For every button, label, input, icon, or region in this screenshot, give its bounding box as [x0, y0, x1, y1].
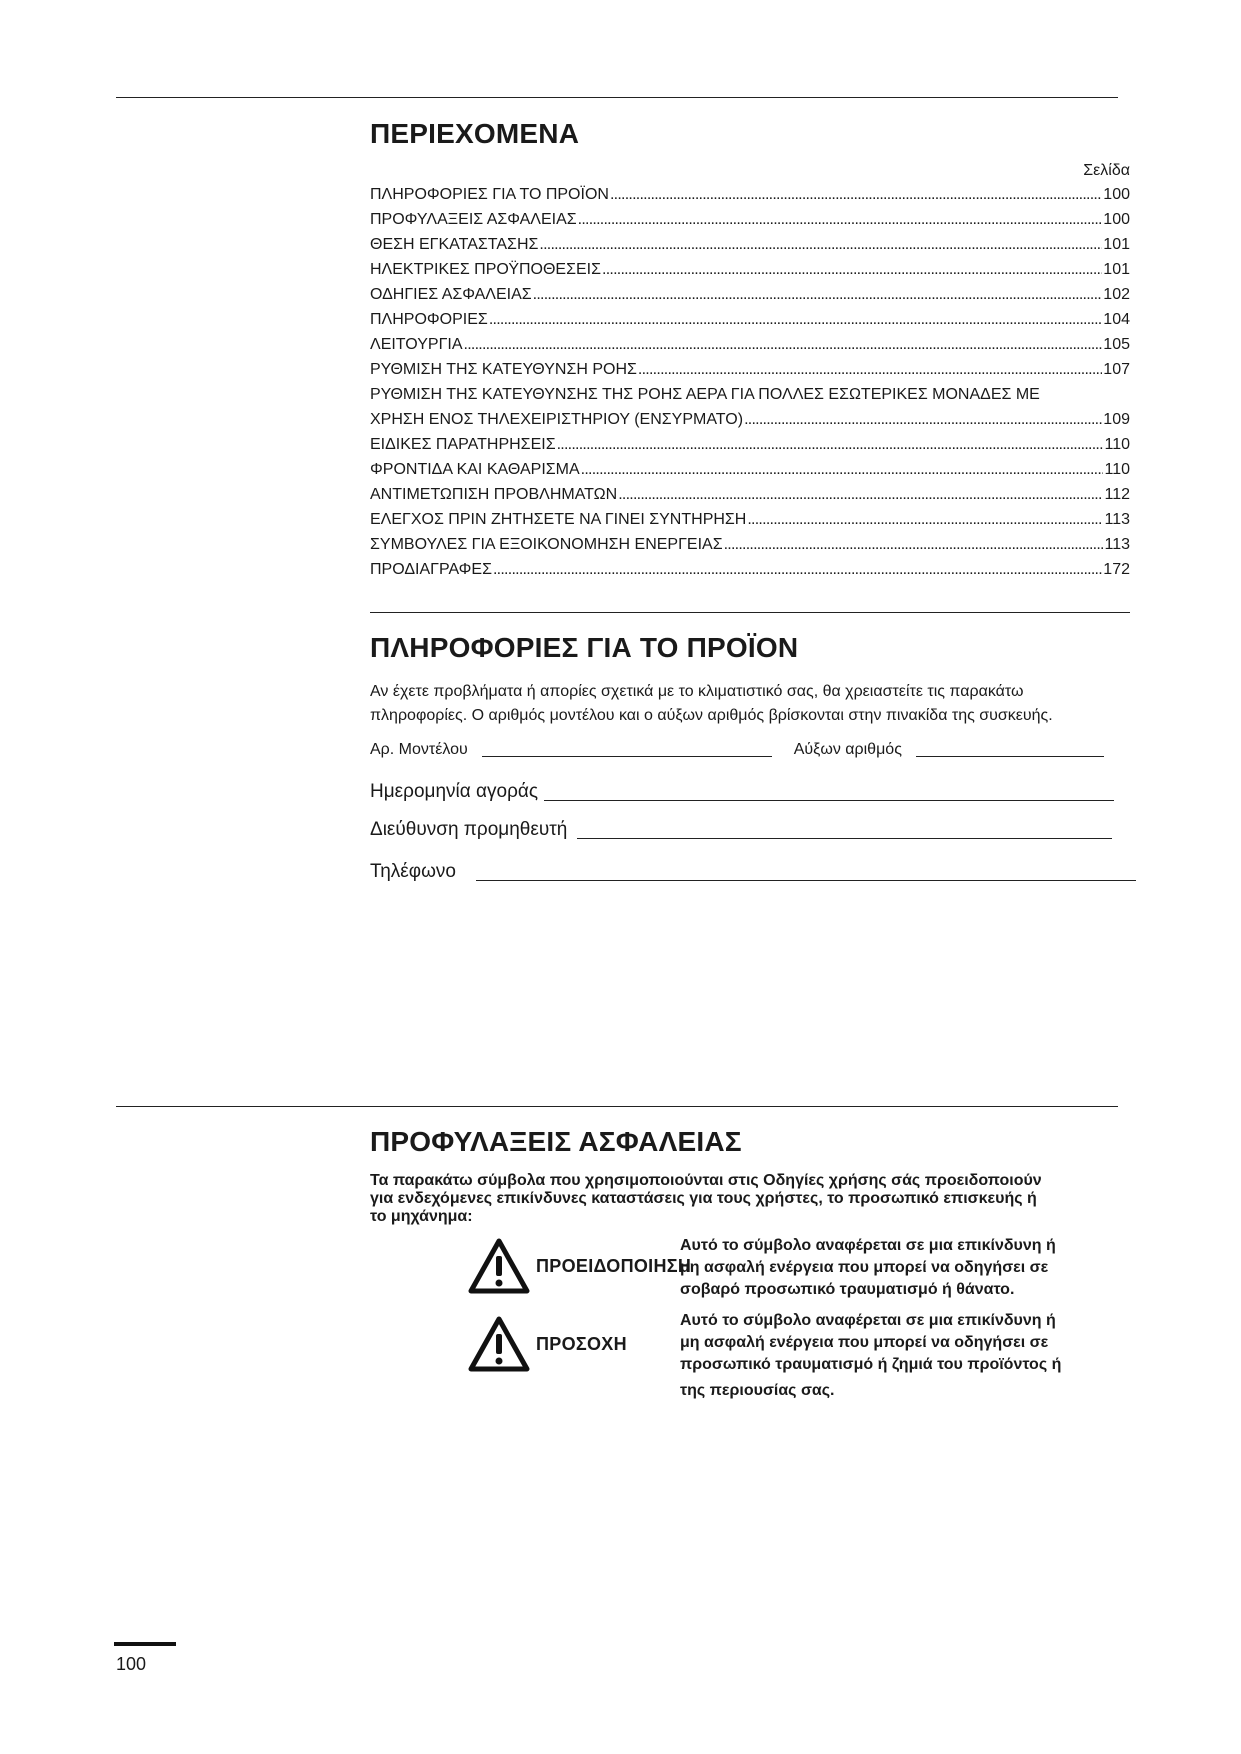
toc-leader-dots [610, 182, 1102, 207]
warning-triangle-icon [468, 1238, 530, 1294]
toc-entry-page: 101 [1103, 261, 1130, 278]
toc-entry-page: 105 [1103, 336, 1130, 353]
warning-symbol [468, 1238, 691, 1294]
section-rule [370, 612, 1130, 613]
caution-label: ΠΡΟΣΟΧΗ [536, 1333, 627, 1354]
top-rule [116, 97, 1118, 98]
caution-description-line4: της περιουσίας σας. [680, 1382, 835, 1399]
toc-leader-dots [533, 282, 1103, 307]
caution-description-line3: προσωπικό τραυματισμό ή ζημιά του προϊόντος ή [680, 1356, 1062, 1373]
toc-leader-dots [724, 532, 1104, 557]
toc-entry-title: ΠΡΟΔΙΑΓΡΑΦΕΣ [370, 561, 492, 578]
product-info-intro [370, 680, 1140, 728]
toc-entry-title: ΗΛΕΚΤΡΙΚΕΣ ΠΡΟΫΠΟΘΕΣΕΙΣ [370, 261, 601, 278]
toc-entry-page: 112 [1104, 486, 1130, 503]
model-number-field[interactable] [370, 741, 1104, 759]
safety-intro-line1: Τα παρακάτω σύμβολα που χρησιμοποιούνται στις Οδηγίες χρήσης σάς προειδοποιούν [370, 1172, 1042, 1189]
phone-label: Τηλέφωνο [370, 861, 456, 882]
toc-entry-title: ΦΡΟΝΤΙΔΑ ΚΑΙ ΚΑΘΑΡΙΣΜΑ [370, 461, 580, 478]
product-info-heading: ΠΛΗΡΟΦΟΡΙΕΣ ΓΙΑ ΤΟ ΠΡΟΪΟΝ [370, 632, 799, 663]
safety-intro-line3: το μηχάνημα: [370, 1208, 473, 1225]
toc-entry-title: ΣΥΜΒΟΥΛΕΣ ΓΙΑ ΕΞΟΙΚΟΝΟΜΗΣΗ ΕΝΕΡΓΕΙΑΣ [370, 536, 723, 553]
toc-entry[interactable] [370, 232, 1130, 257]
toc-entry-title: ΕΙΔΙΚΕΣ ΠΑΡΑΤΗΡΗΣΕΙΣ [370, 436, 556, 453]
caution-description-line2: μη ασφαλή ενέργεια που μπορεί να οδηγήσει σε [680, 1334, 1049, 1351]
toc-entry[interactable] [370, 307, 1130, 332]
toc-entry-title-line1: ΡΥΘΜΙΣΗ ΤΗΣ ΚΑΤΕΥΘΥΝΣΗΣ ΤΗΣ ΡΟΗΣ ΑΕΡΑ ΓΙΑ ΠΟΛΛΕΣ ΕΣΩΤΕΡΙΚΕΣ ΜΟΝΑΔΕΣ ΜΕ [370, 386, 1040, 403]
toc-entry-page: 104 [1103, 311, 1130, 328]
serial-number-line[interactable] [916, 756, 1104, 757]
table-of-contents [370, 160, 1130, 582]
page-number: 100 [116, 1654, 147, 1674]
toc-entry-page: 102 [1103, 286, 1130, 303]
toc-leader-dots [618, 482, 1103, 507]
toc-entry[interactable] [370, 282, 1130, 307]
toc-entry-page: 110 [1104, 436, 1130, 453]
phone-field[interactable] [370, 861, 1136, 883]
toc-entry-page: 113 [1104, 511, 1130, 528]
dealer-address-field[interactable] [370, 819, 1112, 841]
caution-triangle-icon [468, 1316, 530, 1372]
dealer-address-line[interactable] [577, 838, 1112, 839]
purchase-date-line[interactable] [544, 800, 1114, 801]
toc-entry[interactable] [370, 207, 1130, 232]
toc-leader-dots [557, 432, 1104, 457]
toc-entry-title: ΡΥΘΜΙΣΗ ΤΗΣ ΚΑΤΕΥΘΥΝΣΗ ΡΟΗΣ [370, 361, 637, 378]
toc-entry-page: 101 [1103, 236, 1130, 253]
toc-entry-title: ΟΔΗΓΙΕΣ ΑΣΦΑΛΕΙΑΣ [370, 286, 532, 303]
dealer-address-label: Διεύθυνση προμηθευτή [370, 819, 568, 840]
toc-entry-page: 110 [1104, 461, 1130, 478]
toc-entry[interactable] [370, 257, 1130, 282]
toc-entry-page: 100 [1103, 186, 1130, 203]
serial-number-label: Αύξων αριθμός [793, 741, 902, 758]
toc-entry-title: ΘΕΣΗ ΕΓΚΑΤΑΣΤΑΣΗΣ [370, 236, 539, 253]
caution-description-line1: Αυτό το σύμβολο αναφέρεται σε μια επικίνδυνη ή [680, 1312, 1056, 1329]
warning-label: ΠΡΟΕΙΔΟΠΟΙΗΣΗ [536, 1255, 692, 1276]
toc-entry-title: ΛΕΙΤΟΥΡΓΙΑ [370, 336, 463, 353]
toc-leader-dots [539, 232, 1102, 257]
toc-entry[interactable] [370, 182, 1130, 207]
toc-entry-title: ΑΝΤΙΜΕΤΩΠΙΣΗ ΠΡΟΒΛΗΜΑΤΩΝ [370, 486, 618, 503]
safety-heading: ΠΡΟΦΥΛΑΞΕΙΣ ΑΣΦΑΛΕΙΑΣ [370, 1126, 742, 1157]
purchase-date-field[interactable] [370, 781, 1114, 803]
toc-entry-page: 113 [1104, 536, 1130, 553]
toc-leader-dots [602, 257, 1102, 282]
toc-entry[interactable] [370, 432, 1130, 457]
safety-intro-line2: για ενδεχόμενες επικίνδυνες καταστάσεις για τους χρήστες, το προσωπικό επισκευής ή [370, 1190, 1037, 1207]
toc-entry-page: 109 [1103, 411, 1130, 428]
toc-entry-title: ΧΡΗΣΗ ΕΝΟΣ ΤΗΛΕΧΕΙΡΙΣΤΗΡΙΟΥ (ΕΝΣΥΡΜΑΤΟ) [370, 411, 744, 428]
product-info-intro-line1: Αν έχετε προβλήματα ή απορίες σχετικά με το κλιματιστικό σας, θα χρειαστείτε τις παρακάτω [370, 683, 1024, 700]
toc-entry[interactable] [370, 382, 1130, 432]
toc-entry-title: ΠΡΟΦΥΛΑΞΕΙΣ ΑΣΦΑΛΕΙΑΣ [370, 211, 577, 228]
toc-page-column-label: Σελίδα [1083, 162, 1130, 179]
toc-entry[interactable] [370, 482, 1130, 507]
toc-leader-dots [744, 407, 1102, 432]
toc-leader-dots [638, 357, 1102, 382]
toc-leader-dots [489, 307, 1102, 332]
toc-leader-dots [464, 332, 1103, 357]
product-info-intro-line2: πληροφορίες. Ο αριθμός μοντέλου και ο αύξων αριθμός βρίσκονται στην πινακίδα της συσκευής. [370, 707, 1053, 724]
caution-description [680, 1310, 1120, 1402]
toc-entry-page: 107 [1103, 361, 1130, 378]
toc-entry[interactable] [370, 507, 1130, 532]
toc-entry[interactable] [370, 357, 1130, 382]
model-number-line[interactable] [482, 756, 772, 757]
toc-leader-dots [493, 557, 1102, 582]
warning-description-line1: Αυτό το σύμβολο αναφέρεται σε μια επικίνδυνη ή [680, 1237, 1056, 1254]
toc-entry-page: 172 [1103, 561, 1130, 578]
section-rule [116, 1106, 1118, 1107]
warning-description [680, 1235, 1120, 1301]
warning-description-line3: σοβαρό προσωπικό τραυματισμό ή θάνατο. [680, 1281, 1015, 1298]
caution-symbol [468, 1316, 627, 1372]
safety-intro [370, 1172, 1140, 1226]
toc-entry[interactable] [370, 457, 1130, 482]
toc-entry-title: ΠΛΗΡΟΦΟΡΙΕΣ [370, 311, 488, 328]
toc-entry-page: 100 [1103, 211, 1130, 228]
toc-entry[interactable] [370, 332, 1130, 357]
toc-leader-dots [578, 207, 1103, 232]
toc-entry-title: ΠΛΗΡΟΦΟΡΙΕΣ ΓΙΑ ΤΟ ΠΡΟΪΟΝ [370, 186, 609, 203]
toc-entry[interactable] [370, 532, 1130, 557]
toc-heading: ΠΕΡΙΕΧΟΜΕΝΑ [370, 118, 580, 149]
purchase-date-label: Ημερομηνία αγοράς [370, 781, 539, 802]
phone-line[interactable] [476, 880, 1136, 881]
warning-description-line2: μη ασφαλή ενέργεια που μπορεί να οδηγήσει σε [680, 1259, 1049, 1276]
toc-entry-title: ΕΛΕΓΧΟΣ ΠΡΙΝ ΖΗΤΗΣΕΤΕ ΝΑ ΓΙΝΕΙ ΣΥΝΤΗΡΗΣΗ [370, 511, 747, 528]
toc-leader-dots [747, 507, 1103, 532]
page-number-bar [114, 1642, 176, 1646]
toc-leader-dots [581, 457, 1104, 482]
toc-entry[interactable] [370, 557, 1130, 582]
model-number-label: Αρ. Μοντέλου [370, 741, 468, 758]
